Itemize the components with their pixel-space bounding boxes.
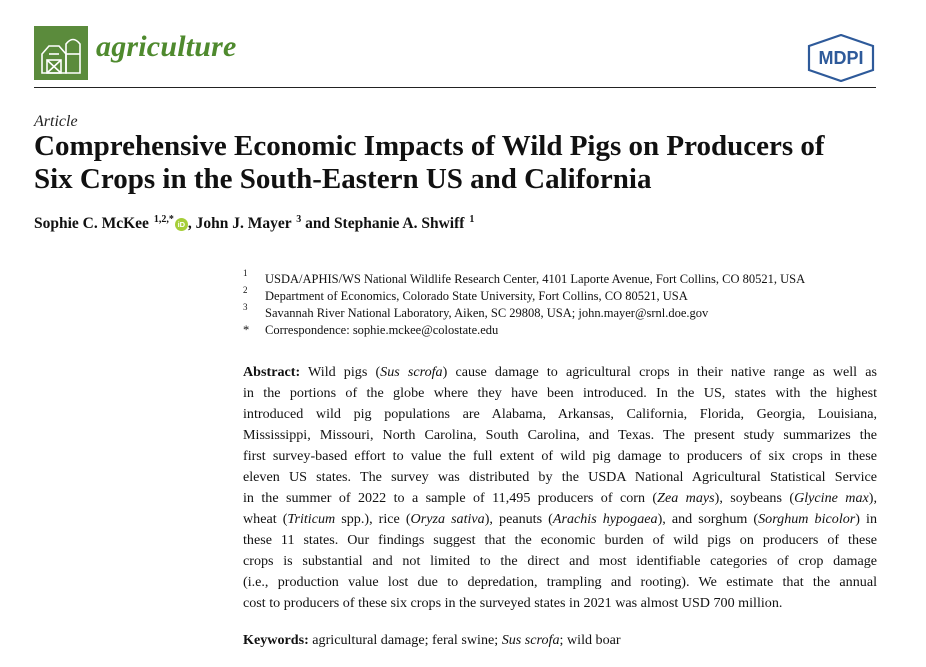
text-run: ; wild boar: [559, 632, 621, 648]
abstract-line: [243, 425, 877, 446]
abstract: [243, 362, 877, 614]
abstract-line: [243, 383, 877, 404]
abstract-label: Abstract:: [243, 364, 301, 380]
text-run: eleven US states. The survey was distributed by the USDA National Agricultural Statistical Service: [243, 469, 877, 485]
text-run: crops is substantial and not limited to the direct and most identifiable categories of crop damage: [243, 553, 877, 569]
keywords-label: Keywords:: [243, 632, 309, 648]
abstract-line: [243, 530, 877, 551]
species-name: Zea mays: [657, 490, 715, 506]
text-run: ), and sorghum (: [657, 511, 759, 527]
text-run: ) in: [855, 511, 877, 527]
species-name: Sorghum bicolor: [758, 511, 856, 527]
text-run: in the portions of the globe where they have been introduced. In the US, states with the highest: [243, 385, 877, 401]
affiliation-address: Savannah River National Laboratory, Aiken, SC 29808, USA;: [265, 306, 579, 320]
keywords: [243, 632, 621, 649]
text-run: (i.e., production value lost due to depredation, trampling and rooting). We estimate that the annual: [243, 574, 877, 590]
abstract-line: [243, 467, 877, 488]
species-name: Triticum: [287, 511, 336, 527]
abstract-line: [243, 488, 877, 509]
author-list: [34, 214, 474, 233]
text-run: Wild pigs (: [300, 364, 381, 380]
abstract-line: [243, 362, 877, 383]
journal-logo: [34, 26, 88, 80]
text-run: in the summer of 2022 to a sample of 11,495 producers of corn (: [243, 490, 658, 506]
title-line: Comprehensive Economic Impacts of Wild Pigs on Producers of: [34, 130, 825, 162]
affiliation-marker: 1: [243, 268, 248, 278]
affiliation-marker: 3: [243, 302, 248, 312]
email-link[interactable]: john.mayer@srnl.doe.gov: [578, 306, 709, 320]
correspondence-text: Correspondence: sophie.mckee@colostate.edu: [265, 323, 499, 337]
author-name: Sophie C. McKee: [34, 215, 149, 232]
affiliation-marker: 2: [243, 285, 248, 295]
text-run: ),: [868, 490, 878, 506]
text-run: ), soybeans (: [714, 490, 795, 506]
affiliation-text: USDA/APHIS/WS National Wildlife Research Center, 4101 Laporte Avenue, Fort Collins, CO 80521, USA: [265, 272, 806, 286]
journal-name[interactable]: agriculture: [96, 30, 237, 63]
publisher-name: MDPI: [818, 48, 864, 68]
text-run: wheat (: [243, 511, 288, 527]
species-name: Sus scrofa: [501, 632, 560, 648]
text-run: Mississippi, Missouri, North Carolina, South Carolina, and Texas. The present study summarizes the: [243, 427, 877, 443]
text-run: agricultural damage; feral swine;: [308, 632, 502, 648]
abstract-line: [243, 509, 877, 530]
species-name: Oryza sativa: [410, 511, 485, 527]
author-affiliation-marker: 1,2,*: [153, 214, 174, 225]
text-run: introduced wild pig populations are Alabama, Arkansas, California, Florida, Georgia, Louisiana,: [243, 406, 877, 422]
abstract-line: [243, 593, 877, 614]
mdpi-hexagon-logo: [806, 34, 876, 82]
author-name: John J. Mayer: [195, 215, 292, 232]
orcid-icon[interactable]: iD: [175, 218, 188, 231]
author-separator: ,: [187, 215, 196, 232]
text-run: cost to producers of these six crops in the surveyed states in 2021 was almost USD 700 million.: [243, 595, 783, 611]
abstract-line: [243, 572, 877, 593]
abstract-line: [243, 551, 877, 572]
article-type: Article: [34, 113, 78, 130]
species-name: Arachis hypogaea: [552, 511, 658, 527]
text-run: ) cause damage to agricultural crops in their native range as well as: [442, 364, 877, 380]
text-run: spp.), rice (: [335, 511, 411, 527]
affiliation-text: [265, 306, 708, 321]
species-name: Sus scrofa: [380, 364, 443, 380]
keywords-list: [309, 632, 621, 648]
text-run: first survey-based effort to value the full extent of wild pig damage to producers of six crops in these: [243, 448, 877, 464]
publisher-logo[interactable]: [806, 34, 876, 82]
author-separator: and: [301, 215, 334, 232]
abstract-line: [243, 404, 877, 425]
author-name: Stephanie A. Shwiff: [333, 215, 465, 232]
abstract-line: [243, 446, 877, 467]
text-run: ), peanuts (: [484, 511, 553, 527]
correspondence-marker: *: [243, 323, 250, 337]
author-affiliation-marker: 1: [469, 214, 475, 225]
affiliation-text: Department of Economics, Colorado State University, Fort Collins, CO 80521, USA: [265, 289, 688, 303]
title-line: Six Crops in the South-Eastern US and California: [34, 163, 652, 195]
text-run: these 11 states. Our findings suggest that the economic burden of wild pigs on producers of these: [243, 532, 877, 548]
species-name: Glycine max: [794, 490, 869, 506]
author-affiliation-marker: 3: [296, 214, 302, 225]
barn-icon: [34, 26, 88, 80]
paper-title: [34, 130, 894, 196]
header-divider: [34, 87, 876, 88]
